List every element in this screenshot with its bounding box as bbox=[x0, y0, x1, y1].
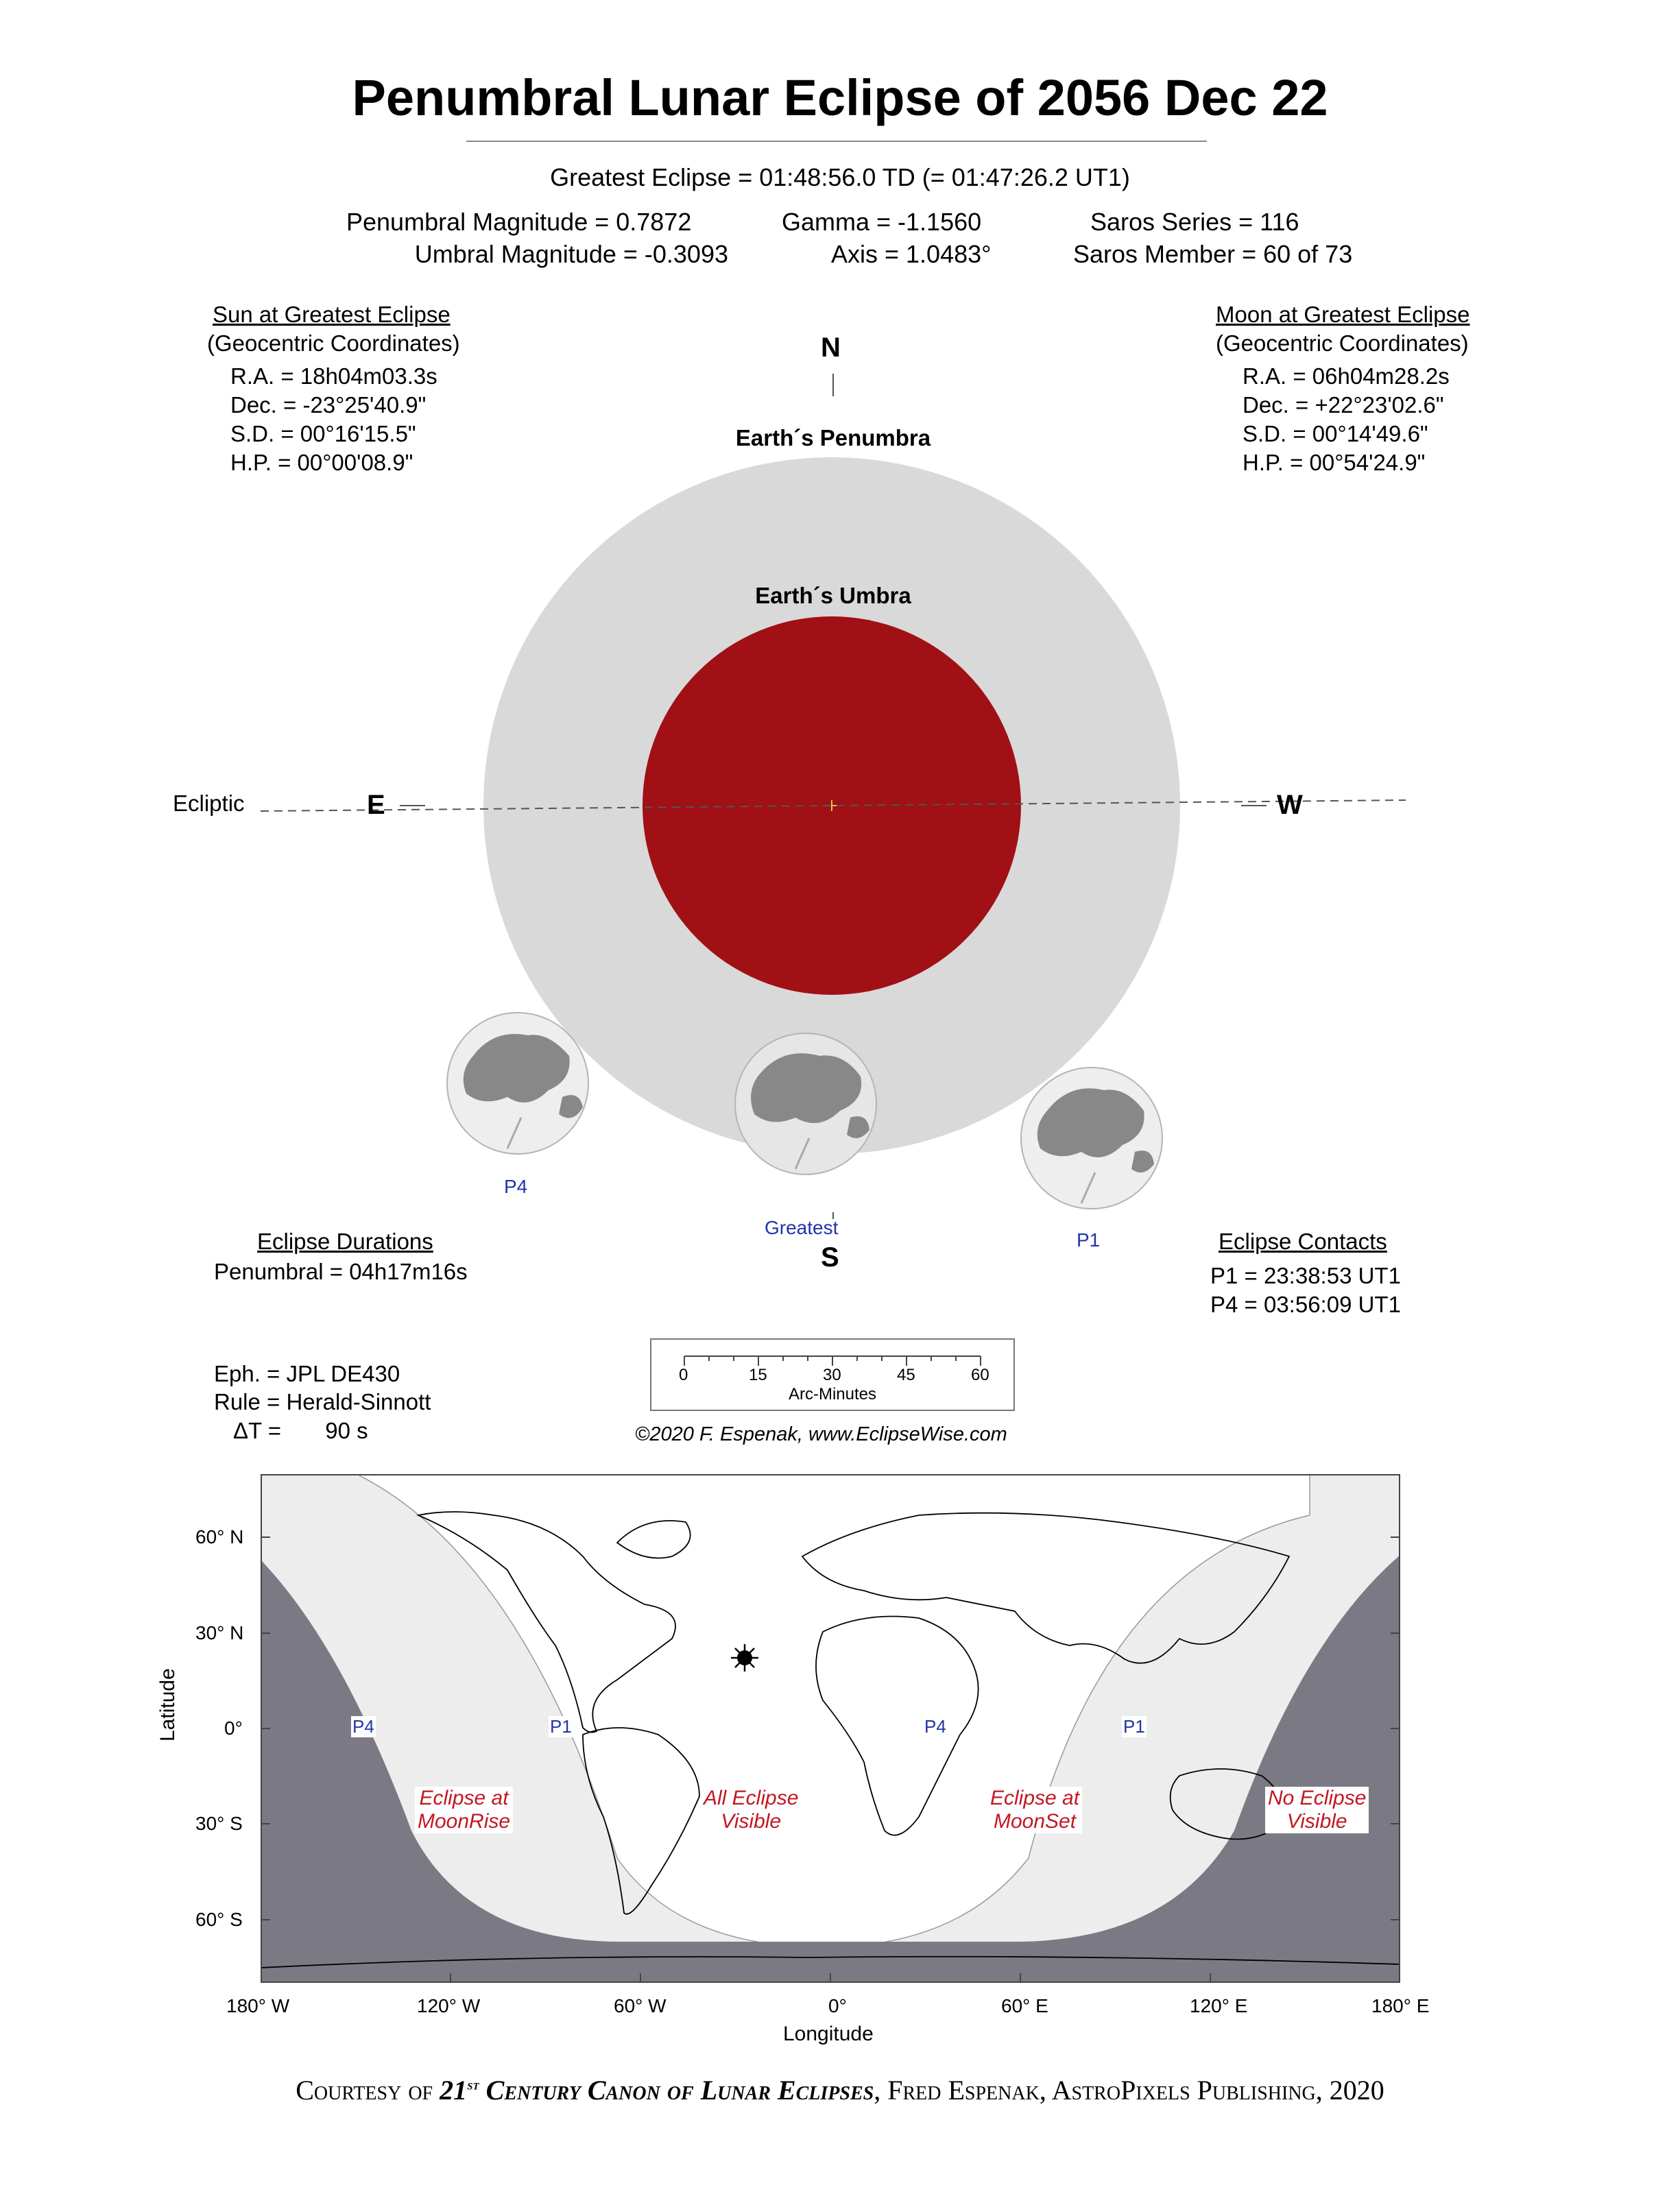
map-p1-west: P1 bbox=[550, 1716, 572, 1737]
sun-dec: Dec. = -23°25'40.9" bbox=[230, 392, 427, 418]
footer-credit: Courtesy of 21st Century Canon of Lunar Eclipses, Fred Espenak, AstroPixels Publishing, 2020 bbox=[296, 2075, 1384, 2106]
scale-unit: Arc-Minutes bbox=[788, 1385, 877, 1403]
scale-tick-0: 0 bbox=[679, 1366, 688, 1384]
moon-p1 bbox=[1021, 1068, 1162, 1209]
sun-ra: R.A. = 18h04m03.3s bbox=[230, 363, 437, 389]
sun-hp: H.P. = 00°00'08.9" bbox=[230, 450, 413, 475]
moon-greatest bbox=[735, 1033, 876, 1174]
map-p1-east: P1 bbox=[1123, 1716, 1145, 1737]
penumbral-magnitude: Penumbral Magnitude = 0.7872 bbox=[346, 208, 692, 236]
lon-tick-180w: 180° W bbox=[226, 1995, 290, 2016]
page-title: Penumbral Lunar Eclipse of 2056 Dec 22 bbox=[352, 69, 1328, 126]
contact-p4: P4 = 03:56:09 UT1 bbox=[1210, 1292, 1401, 1317]
lat-tick-30s: 30° S bbox=[195, 1813, 243, 1834]
umbra-label: Earth´s Umbra bbox=[755, 583, 911, 608]
map-p4-east: P4 bbox=[924, 1716, 946, 1737]
contact-p1: P1 = 23:38:53 UT1 bbox=[1210, 1263, 1401, 1288]
lat-tick-0: 0° bbox=[224, 1717, 243, 1739]
map-p4-west: P4 bbox=[352, 1716, 374, 1737]
lat-tick-60s: 60° S bbox=[195, 1909, 243, 1930]
greatest-eclipse: Greatest Eclipse = 01:48:56.0 TD (= 01:47:26.2 UT1) bbox=[550, 163, 1130, 191]
region-no-eclipse: No Eclipse Visible bbox=[1265, 1787, 1369, 1833]
saros-series: Saros Series = 116 bbox=[1090, 208, 1299, 236]
south-label: S bbox=[821, 1242, 839, 1273]
scale-tick-30: 30 bbox=[823, 1366, 841, 1384]
moon-sd: S.D. = 00°14'49.6" bbox=[1243, 421, 1428, 446]
moon-heading: Moon at Greatest Eclipse bbox=[1216, 302, 1470, 327]
scale-bar bbox=[650, 1338, 1015, 1411]
lat-tick-60n: 60° N bbox=[195, 1526, 244, 1547]
lon-tick-120w: 120° W bbox=[417, 1995, 481, 2016]
map-xlabel: Longitude bbox=[783, 2023, 874, 2045]
umbral-magnitude: Umbral Magnitude = -0.3093 bbox=[414, 240, 728, 268]
sun-subheading: (Geocentric Coordinates) bbox=[207, 330, 460, 356]
moon-p4 bbox=[447, 1013, 588, 1154]
lon-tick-60e: 60° E bbox=[1001, 1995, 1048, 2016]
lon-tick-120e: 120° E bbox=[1190, 1995, 1248, 2016]
map-ylabel: Latitude bbox=[156, 1668, 179, 1741]
delta-t: ΔT = 90 s bbox=[233, 1418, 368, 1443]
gamma: Gamma = -1.1560 bbox=[782, 208, 982, 236]
lon-tick-60w: 60° W bbox=[614, 1995, 667, 2016]
moon-dec: Dec. = +22°23'02.6" bbox=[1243, 392, 1444, 418]
rule: Rule = Herald-Sinnott bbox=[214, 1389, 431, 1414]
lat-tick-30n: 30° N bbox=[195, 1622, 244, 1643]
moon-greatest-label: Greatest bbox=[765, 1217, 839, 1238]
region-moonrise: Eclipse at MoonRise bbox=[415, 1787, 513, 1833]
region-all-visible: All Eclipse Visible bbox=[701, 1787, 801, 1833]
subsolar-point bbox=[731, 1644, 758, 1672]
sun-heading: Sun at Greatest Eclipse bbox=[213, 302, 451, 327]
ecliptic-label: Ecliptic bbox=[173, 791, 245, 816]
region-moonset: Eclipse at MoonSet bbox=[987, 1787, 1082, 1833]
copyright: ©2020 F. Espenak, www.EclipseWise.com bbox=[635, 1423, 1007, 1445]
penumbral-duration: Penumbral = 04h17m16s bbox=[214, 1259, 468, 1284]
moon-ra: R.A. = 06h04m28.2s bbox=[1243, 363, 1450, 389]
north-label: N bbox=[821, 333, 841, 363]
moon-hp: H.P. = 00°54'24.9" bbox=[1243, 450, 1426, 475]
moon-subheading: (Geocentric Coordinates) bbox=[1216, 330, 1469, 356]
moon-p1-label: P1 bbox=[1077, 1229, 1101, 1251]
west-label: W bbox=[1277, 790, 1303, 820]
penumbra-label: Earth´s Penumbra bbox=[735, 425, 931, 450]
scale-tick-15: 15 bbox=[749, 1366, 767, 1384]
axis: Axis = 1.0483° bbox=[831, 240, 992, 268]
sun-sd: S.D. = 00°16'15.5" bbox=[230, 421, 416, 446]
contacts-heading: Eclipse Contacts bbox=[1219, 1229, 1387, 1254]
durations-heading: Eclipse Durations bbox=[257, 1229, 433, 1254]
moon-p4-label: P4 bbox=[504, 1176, 528, 1197]
lon-tick-0: 0° bbox=[828, 1995, 847, 2016]
scale-tick-60: 60 bbox=[971, 1366, 989, 1384]
visibility-map bbox=[261, 1474, 1400, 1983]
ephemeris: Eph. = JPL DE430 bbox=[214, 1361, 400, 1386]
eclipse-diagram bbox=[0, 309, 1680, 1303]
scale-tick-45: 45 bbox=[897, 1366, 915, 1384]
saros-member: Saros Member = 60 of 73 bbox=[1073, 240, 1353, 268]
east-label: E bbox=[367, 790, 385, 820]
lon-tick-180e: 180° E bbox=[1371, 1995, 1430, 2016]
title-divider bbox=[466, 141, 1207, 142]
